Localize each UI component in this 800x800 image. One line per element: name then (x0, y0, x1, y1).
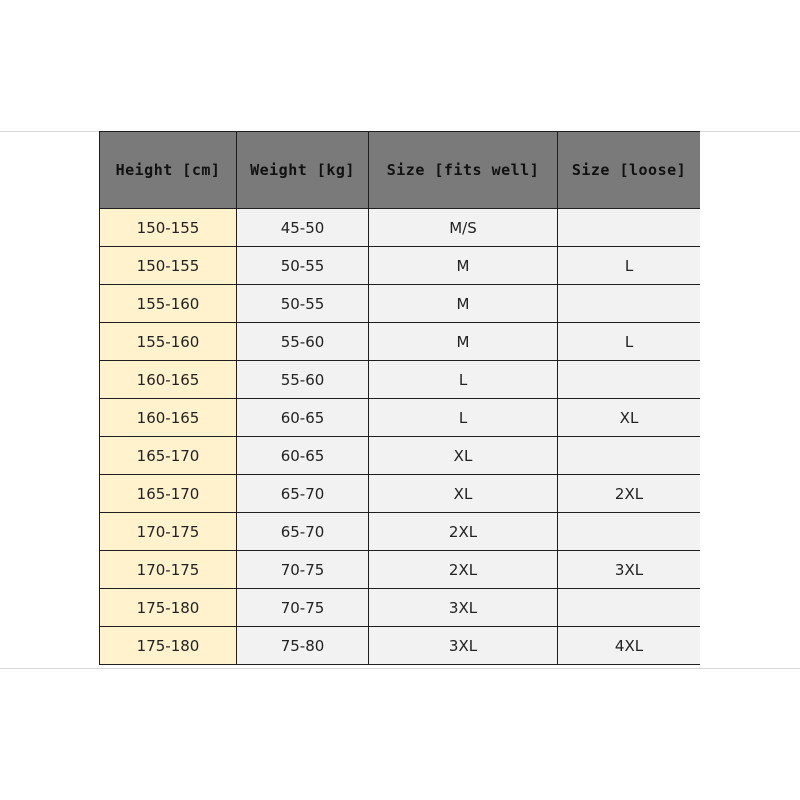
size-loose-cell (558, 513, 701, 551)
size-fits-well-cell: M/S (369, 209, 558, 247)
size-fits-well-cell: 3XL (369, 589, 558, 627)
height-cell: 170-175 (100, 551, 237, 589)
table-row (100, 399, 701, 437)
size-fits-well-cell: 2XL (369, 513, 558, 551)
size-loose-cell: 4XL (558, 627, 701, 665)
size-loose-cell: L (558, 247, 701, 285)
table-row (100, 285, 701, 323)
table-row (100, 475, 701, 513)
height-cell: 170-175 (100, 513, 237, 551)
table-row (100, 589, 701, 627)
size-fits-well-cell: M (369, 285, 558, 323)
size-fits-well-cell: XL (369, 437, 558, 475)
height-cell: 150-155 (100, 209, 237, 247)
weight-cell: 65-70 (237, 475, 369, 513)
size-loose-cell (558, 285, 701, 323)
height-cell: 155-160 (100, 285, 237, 323)
height-cell: 155-160 (100, 323, 237, 361)
height-cell: 160-165 (100, 399, 237, 437)
weight-cell: 55-60 (237, 361, 369, 399)
weight-cell: 50-55 (237, 285, 369, 323)
weight-cell: 70-75 (237, 551, 369, 589)
bottom-divider (0, 668, 800, 669)
weight-cell: 75-80 (237, 627, 369, 665)
size-loose-cell: 2XL (558, 475, 701, 513)
size-loose-cell: XL (558, 399, 701, 437)
height-cell: 175-180 (100, 627, 237, 665)
height-cell: 160-165 (100, 361, 237, 399)
weight-cell: 50-55 (237, 247, 369, 285)
weight-cell: 60-65 (237, 399, 369, 437)
table-body (100, 209, 701, 665)
height-cell: 165-170 (100, 437, 237, 475)
table-row (100, 627, 701, 665)
table-row (100, 551, 701, 589)
table-row (100, 247, 701, 285)
table-row (100, 209, 701, 247)
size-fits-well-cell: L (369, 361, 558, 399)
height-cell: 150-155 (100, 247, 237, 285)
size-chart (99, 131, 700, 668)
table-row (100, 513, 701, 551)
header-size-fits-well: Size [fits well] (369, 132, 558, 209)
size-fits-well-cell: 2XL (369, 551, 558, 589)
size-loose-cell (558, 209, 701, 247)
weight-cell: 60-65 (237, 437, 369, 475)
header-weight: Weight [kg] (237, 132, 369, 209)
table-row (100, 361, 701, 399)
size-loose-cell: L (558, 323, 701, 361)
table-row (100, 437, 701, 475)
size-fits-well-cell: M (369, 247, 558, 285)
weight-cell: 65-70 (237, 513, 369, 551)
size-loose-cell (558, 437, 701, 475)
size-loose-cell (558, 589, 701, 627)
size-loose-cell: 3XL (558, 551, 701, 589)
size-fits-well-cell: XL (369, 475, 558, 513)
header-size-loose: Size [loose] (558, 132, 701, 209)
size-fits-well-cell: 3XL (369, 627, 558, 665)
table-row (100, 323, 701, 361)
size-fits-well-cell: L (369, 399, 558, 437)
weight-cell: 70-75 (237, 589, 369, 627)
weight-cell: 45-50 (237, 209, 369, 247)
size-fits-well-cell: M (369, 323, 558, 361)
header-height: Height [cm] (100, 132, 237, 209)
weight-cell: 55-60 (237, 323, 369, 361)
size-loose-cell (558, 361, 701, 399)
size-chart-table (99, 131, 700, 665)
height-cell: 175-180 (100, 589, 237, 627)
header-row (100, 132, 701, 209)
height-cell: 165-170 (100, 475, 237, 513)
